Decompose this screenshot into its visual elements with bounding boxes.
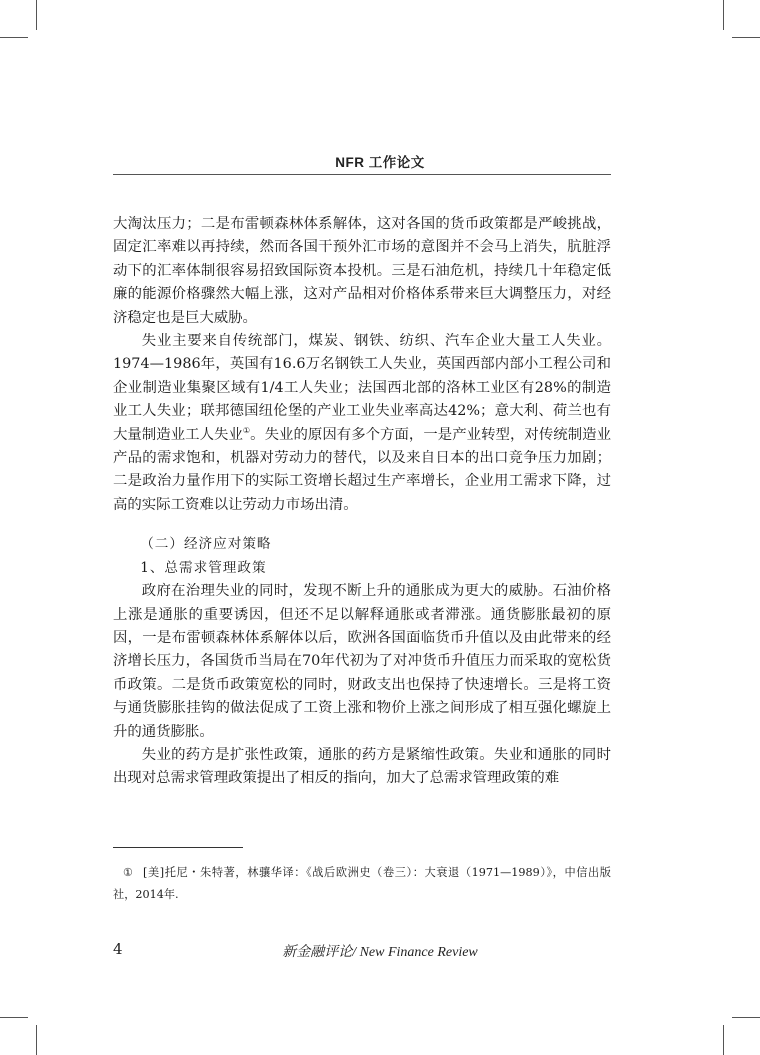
paragraph-inflation: 政府在治理失业的同时，发现不断上升的通胀成为更大的威胁。石油价格上涨是通胀的重要诱因，但还不足以解释通胀或者滞涨。通货膨胀最初的原因，一是布雷顿森林体系解体以后，欧洲各国面临货币升值以及由此带来的经济增长压力，各国货币当局在70年代初为了对冲货币升值压力而采取的宽松货币政策。二是货币政策宽松的同时，财政支出也保持了快速增长。三是将工资与通货膨胀挂钩的做法促成了工资上涨和物价上涨之间形成了相互强化螺旋上升的通货膨胀。 <box>113 583 611 740</box>
footnote-rule <box>113 847 243 848</box>
paragraph-policy: 失业的药方是扩张性政策，通胀的药方是紧缩性政策。失业和通胀的同时出现对总需求管理政策提出了相反的指向，加大了总需求管理政策的难 <box>113 746 611 787</box>
section-heading: （二）经济应对策略 <box>140 536 272 553</box>
paragraph-unemployment <box>113 330 611 517</box>
running-header-title: NFR 工作论文 <box>335 155 425 170</box>
crop-mark-top-left-v <box>36 0 37 30</box>
article-body <box>113 213 611 791</box>
crop-mark-top-right-h <box>732 37 760 38</box>
crop-mark-top-right-v <box>723 0 724 30</box>
crop-mark-bottom-left-v <box>36 1025 37 1055</box>
subsection-heading: 1、总需求管理政策 <box>140 559 267 576</box>
paragraph-text-part2: 。失业的原因有多个方面，一是产业转型，对传统制造业产品的需求饱和，机器对劳动力的替代，以及来自日本的出口竞争压力加剧；二是政治力量作用下的实际工资增长超过生产率增长，企业用工需求下降，过高的实际工资难以让劳动力市场出清。 <box>113 426 611 513</box>
footnote <box>113 862 611 906</box>
crop-mark-bottom-right-h <box>732 1017 760 1018</box>
crop-mark-bottom-left-h <box>0 1017 28 1018</box>
footnote-reference[interactable]: ① <box>242 425 251 435</box>
header-rule <box>113 174 611 175</box>
crop-mark-top-left-h <box>0 37 28 38</box>
paragraph-continued: 大淘汰压力；二是布雷顿森林体系解体，这对各国的货币政策都是严峻挑战，固定汇率难以再持续，然而各国干预外汇市场的意图并不会马上消失，肮脏浮动下的汇率体制很容易招致国际资本投机。三是石油危机，持续几十年稳定低廉的能源价格骤然大幅上涨，这对产品相对价格体系带来巨大调整压力，对经济稳定也是巨大威胁。 <box>113 216 611 326</box>
footnote-text: [美]托尼・朱特著，林骧华译：《战后欧洲史（卷三）：大衰退（1971—1989）》，中信出版社，2014年. <box>113 866 611 901</box>
footnote-marker: ① <box>123 866 134 879</box>
journal-title: 新金融评论/ New Finance Review <box>282 945 478 960</box>
paragraph-text-part1: 失业主要来自传统部门，煤炭、钢铁、纺织、汽车企业大量工人失业。1974—1986年，英国有16.6万名钢铁工人失业，英国西部内部小工程公司和企业制造业集聚区域有1/4工人失业；法国西北部的洛林工业区有28%的制造业工人失业；联邦德国纽伦堡的产业工业失业率高达42%；意大利、荷兰也有大量制造业工人失业 <box>113 333 611 443</box>
crop-mark-bottom-right-v <box>723 1025 724 1055</box>
page-number: 4 <box>113 940 123 958</box>
